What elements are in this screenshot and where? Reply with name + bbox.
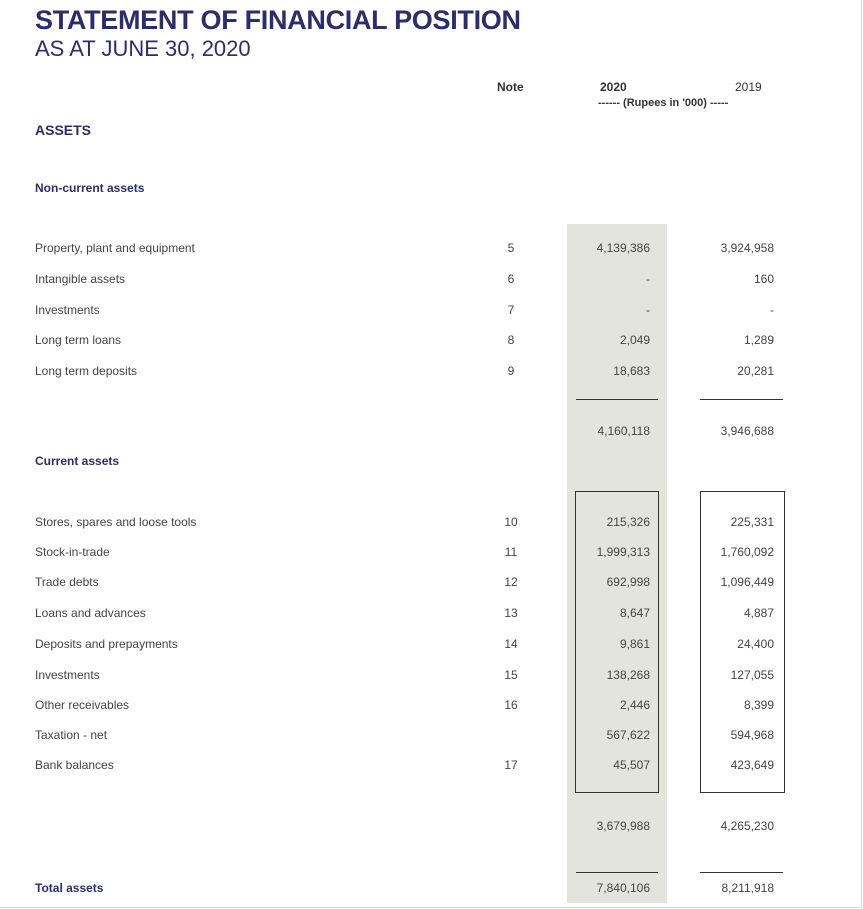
row-value-2019: 1,096,449 (720, 575, 774, 589)
row-label: Intangible assets (35, 272, 126, 286)
non-current-total-2019: 3,946,688 (720, 424, 774, 438)
total-assets-row (0, 881, 863, 897)
current-total-2020: 3,679,988 (596, 819, 650, 833)
row-note: 8 (507, 333, 515, 347)
row-note: 10 (504, 515, 518, 529)
table-row (0, 606, 863, 622)
year-2019-header: 2019 (735, 80, 762, 94)
row-value-2020: 18,683 (613, 364, 650, 378)
total-assets-label: Total assets (35, 881, 104, 895)
table-row (0, 241, 863, 257)
table-row (0, 575, 863, 591)
row-value-2019: 24,400 (737, 637, 774, 651)
row-value-2020: 4,139,386 (596, 241, 650, 255)
row-note: 14 (504, 637, 518, 651)
total-assets-2020: 7,840,106 (596, 881, 650, 895)
total-rule-2019 (700, 872, 783, 873)
row-note: 15 (504, 668, 518, 682)
total-rule-2020 (576, 872, 658, 873)
subtotal-rule-2019 (700, 399, 783, 400)
row-value-2019: 4,887 (743, 606, 774, 620)
row-value-2020: 1,999,313 (596, 545, 650, 559)
row-label: Long term deposits (35, 364, 138, 378)
row-note: 11 (504, 545, 518, 559)
page-subtitle: AS AT JUNE 30, 2020 (35, 36, 251, 61)
non-current-total-2020: 4,160,118 (597, 424, 650, 438)
assets-heading: ASSETS (35, 122, 92, 138)
row-note: 5 (507, 241, 515, 255)
table-row (0, 637, 863, 653)
current-total-row (0, 819, 863, 835)
row-note: 13 (504, 606, 518, 620)
total-assets-2019: 8,211,918 (721, 881, 774, 895)
table-row (0, 545, 863, 561)
subtotal-rule-2020 (576, 399, 658, 400)
row-note: 17 (504, 758, 518, 772)
row-label: Loans and advances (35, 606, 146, 620)
row-value-2019: 8,399 (743, 698, 774, 712)
row-note: 16 (504, 698, 518, 712)
row-note: 6 (507, 272, 515, 286)
row-value-2019: - (770, 303, 774, 317)
table-row (0, 728, 863, 744)
table-row (0, 303, 863, 319)
table-row (0, 515, 863, 531)
row-label: Taxation - net (35, 728, 108, 742)
current-total-2019: 4,265,230 (720, 819, 774, 833)
row-label: Trade debts (35, 575, 99, 589)
row-value-2020: - (646, 303, 650, 317)
row-label: Stock-in-trade (35, 545, 110, 559)
row-value-2019: 225,331 (730, 515, 774, 529)
row-value-2019: 20,281 (737, 364, 774, 378)
table-row (0, 364, 863, 380)
row-value-2020: 2,049 (619, 333, 650, 347)
current-assets-heading: Current assets (35, 454, 120, 468)
row-value-2020: 9,861 (619, 637, 650, 651)
table-row (0, 758, 863, 774)
year-2020-header: 2020 (600, 80, 627, 94)
row-value-2020: 138,268 (606, 668, 650, 682)
row-value-2019: 127,055 (730, 668, 774, 682)
row-note: 12 (504, 575, 518, 589)
row-label: Deposits and prepayments (35, 637, 178, 651)
row-label: Property, plant and equipment (35, 241, 195, 255)
row-note: 9 (507, 364, 515, 378)
row-value-2019: 160 (753, 272, 774, 286)
table-row (0, 668, 863, 684)
row-label: Stores, spares and loose tools (35, 515, 197, 529)
row-label: Other receivables (35, 698, 130, 712)
row-label: Long term loans (35, 333, 122, 347)
row-value-2020: 567,622 (606, 728, 650, 742)
row-value-2019: 1,760,092 (720, 545, 774, 559)
unit-header: ------ (Rupees in '000) ----- (598, 97, 729, 109)
table-row (0, 272, 863, 288)
row-value-2019: 423,649 (730, 758, 774, 772)
row-value-2020: 215,326 (606, 515, 650, 529)
row-label: Bank balances (35, 758, 114, 772)
row-value-2019: 594,968 (730, 728, 774, 742)
non-current-assets-heading: Non-current assets (35, 181, 145, 195)
row-label: Investments (35, 668, 100, 682)
row-value-2020: - (646, 272, 650, 286)
table-row (0, 698, 863, 714)
note-column-header: Note (497, 80, 524, 94)
row-note: 7 (507, 303, 515, 317)
row-label: Investments (35, 303, 100, 317)
row-value-2020: 8,647 (619, 606, 650, 620)
non-current-total-row (0, 424, 863, 440)
row-value-2020: 692,998 (606, 575, 650, 589)
row-value-2020: 45,507 (613, 758, 650, 772)
row-value-2020: 2,446 (619, 698, 650, 712)
row-value-2019: 1,289 (743, 333, 774, 347)
row-value-2019: 3,924,958 (720, 241, 774, 255)
page-title: STATEMENT OF FINANCIAL POSITION (35, 5, 521, 35)
table-row (0, 333, 863, 349)
